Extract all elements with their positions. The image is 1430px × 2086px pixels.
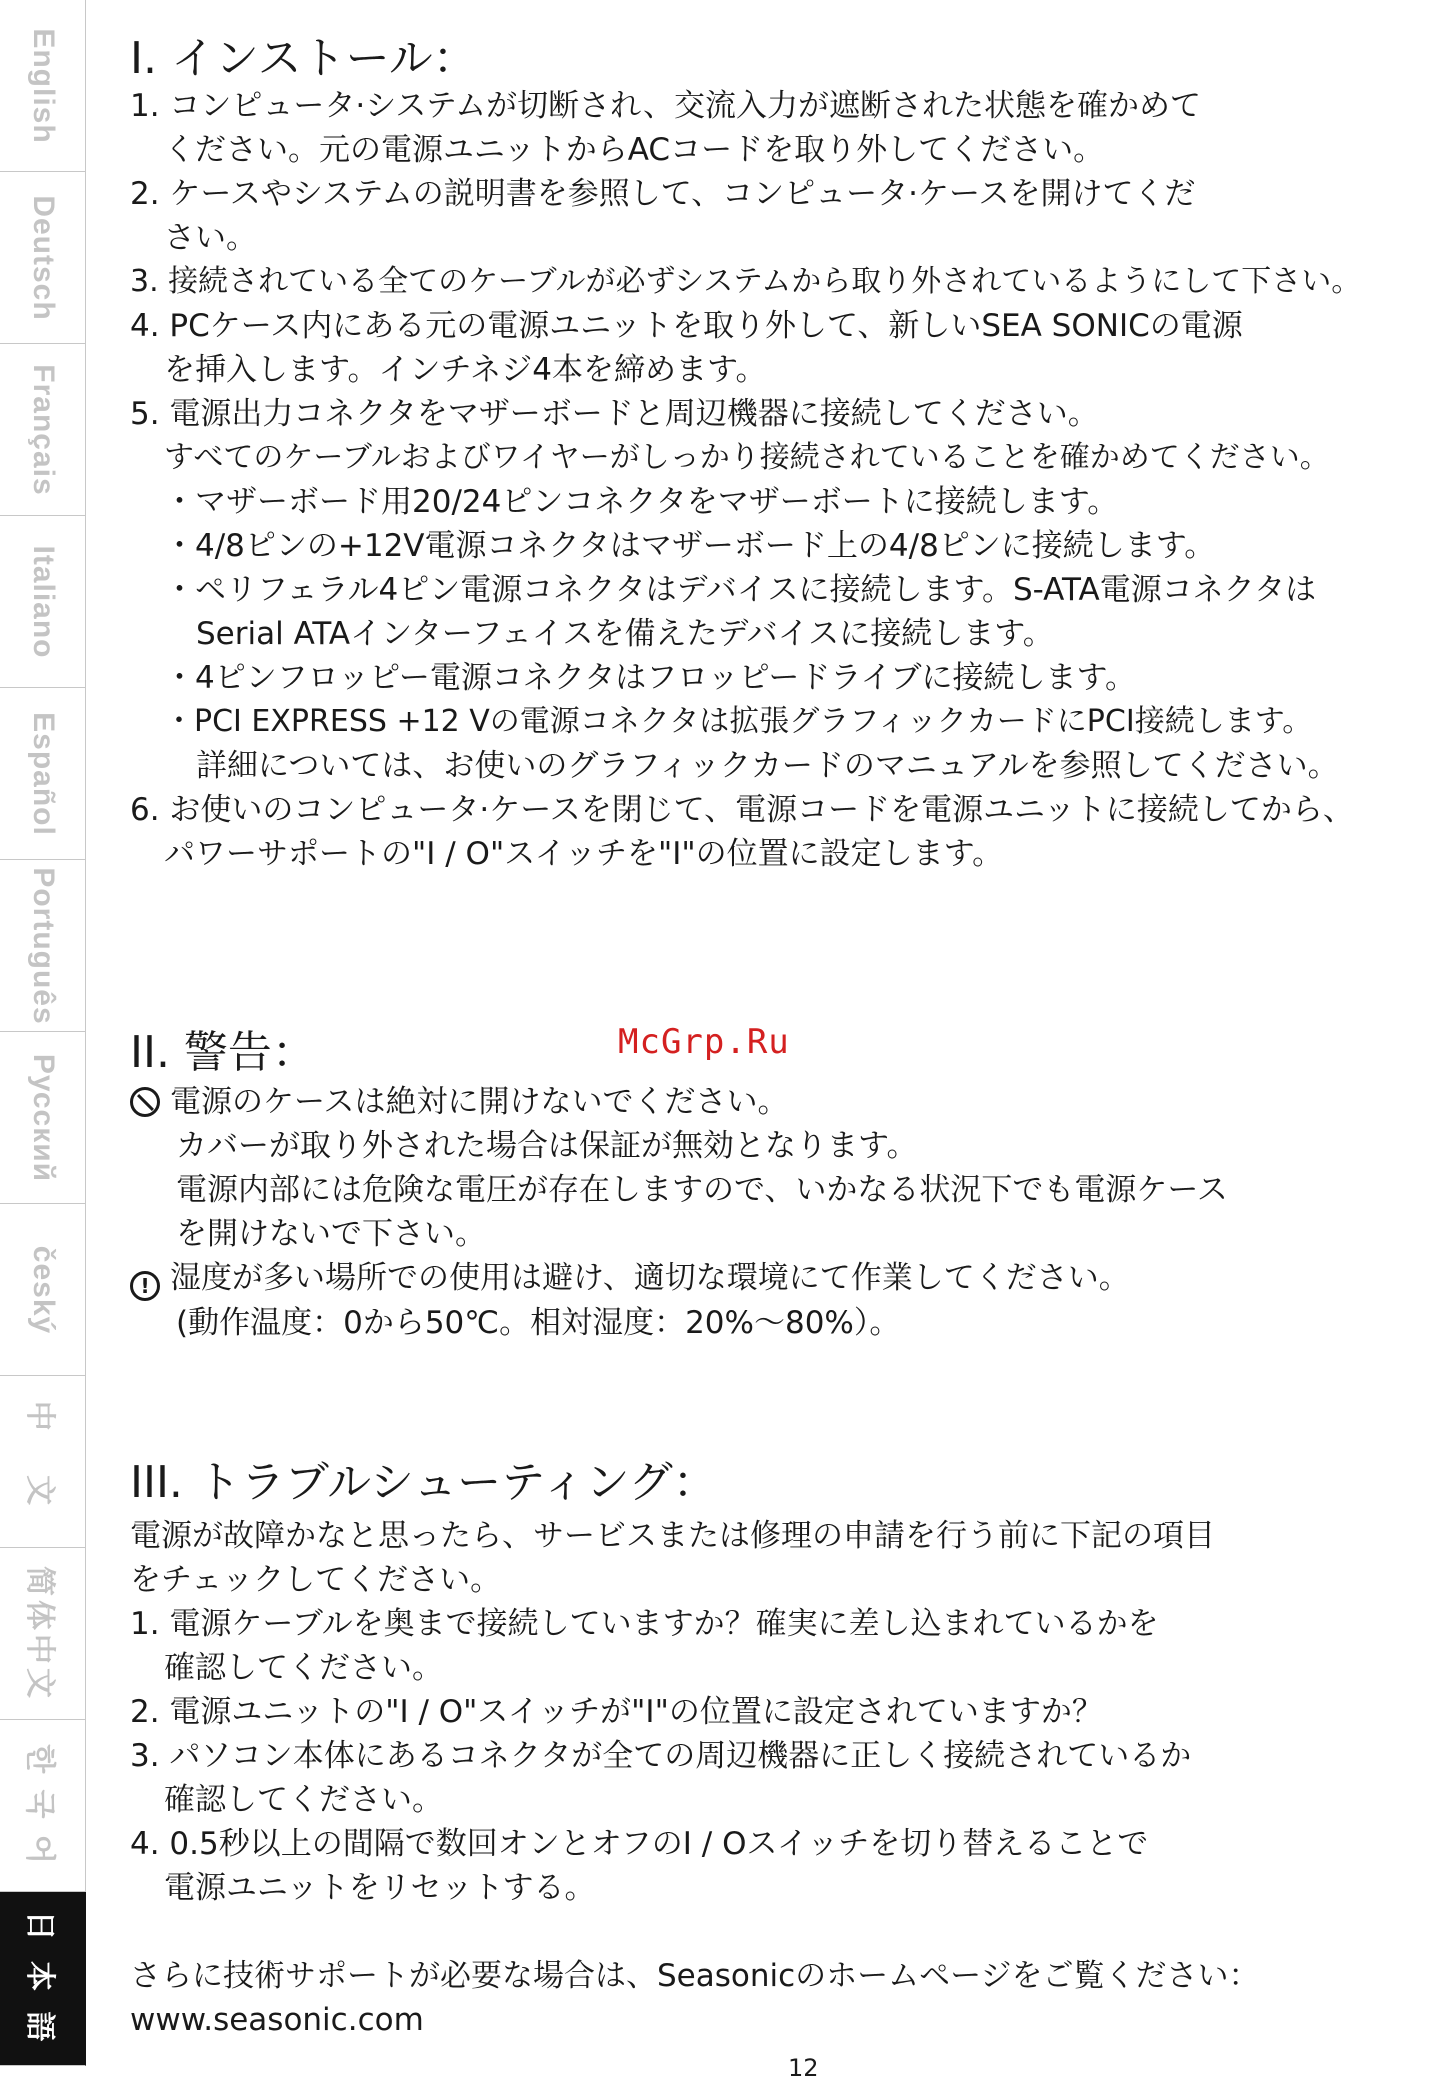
tab-chinese-simplified[interactable] bbox=[0, 1548, 86, 1720]
warning-text bbox=[130, 1080, 1228, 1345]
text-line: 1. コンピュータ·システムが切断され、交流入力が遮断された状態を確かめて bbox=[130, 88, 1202, 124]
text-line: 電源ユニットをリセットする。 bbox=[164, 1870, 596, 1906]
text-line bbox=[130, 1256, 1228, 1301]
text-line: をチェックしてください。 bbox=[130, 1562, 502, 1598]
text-line: 2. ケースやシステムの説明書を参照して、コンピュータ·ケースを開けてくだ bbox=[130, 176, 1196, 212]
text-line bbox=[130, 1080, 1228, 1124]
text-line: 2. 電源ユニットの"I / O"スイッチが"I"の位置に設定されていますか？ bbox=[130, 1694, 1103, 1730]
tab-label: Italiano bbox=[26, 544, 60, 659]
text-line: 6. お使いのコンピュータ·ケースを閉じて、電源コードを電源ユニットに接続してから、 bbox=[130, 792, 1354, 828]
language-sidebar bbox=[0, 0, 86, 2066]
tab-label: Deutsch bbox=[26, 194, 60, 321]
tab-label: Português bbox=[26, 866, 60, 1025]
text-line: 1. 電源ケーブルを奥まで接続していますか？確実に差し込まれているかを bbox=[130, 1606, 1159, 1642]
section-heading-troubleshooting: III. トラブルシューティング： bbox=[130, 1457, 717, 1508]
troubleshooting-text bbox=[130, 1514, 1215, 1910]
tab-label: Русский bbox=[26, 1053, 60, 1182]
install-instructions bbox=[130, 84, 1361, 876]
text-line: 3. 接続されている全てのケーブルが必ずシステムから取り外されているようにして下さい。 bbox=[130, 264, 1362, 299]
text-line: 確認してください。 bbox=[164, 1782, 443, 1818]
text-line: 電源内部には危険な電圧が存在しますので、いかなる状況下でも電源ケース bbox=[176, 1172, 1228, 1208]
text-line: 電源のケースは絶対に開けないでください。 bbox=[170, 1084, 789, 1120]
tab-label: 日 本 語 bbox=[22, 1910, 56, 2047]
tab-francais[interactable] bbox=[0, 344, 86, 516]
text-line: Serial ATAインターフェイスを備えたデバイスに接続します。 bbox=[196, 616, 1054, 652]
page-number: 12 bbox=[788, 2054, 819, 2082]
text-line: 4. PCケース内にある元の電源ユニットを取り外して、新しいSEA SONICの電源 bbox=[130, 308, 1243, 344]
tab-italiano[interactable] bbox=[0, 516, 86, 688]
tab-japanese[interactable] bbox=[0, 1892, 86, 2066]
bullet-item: ・ペリフェラル4ピン電源コネクタはデバイスに接続します。S-ATA電源コネクタは bbox=[164, 572, 1317, 608]
support-text: さらに技術サポートが必要な場合は、Seasonicのホームページをご覧ください： bbox=[130, 1958, 1260, 1994]
support-info bbox=[130, 1954, 1260, 2042]
text-line: パワーサポートの"I / O"スイッチを"I"の位置に設定します。 bbox=[164, 836, 1004, 872]
text-line: 5. 電源出力コネクタをマザーボードと周辺機器に接続してください。 bbox=[130, 396, 1099, 432]
bullet-item: ・マザーボード用20/24ピンコネクタをマザーボートに接続します。 bbox=[164, 484, 1119, 520]
tab-label: 한 국 어 bbox=[22, 1743, 56, 1868]
section-heading-warning: II. 警告： bbox=[130, 1027, 316, 1078]
bullet-item: ・PCI EXPRESS +12 Vの電源コネクタは拡張グラフィックカードにPCI接続します。 bbox=[164, 704, 1313, 739]
text-line: を挿入します。インチネジ4本を締めます。 bbox=[164, 352, 767, 388]
tab-czech[interactable] bbox=[0, 1204, 86, 1376]
text-line: さい。 bbox=[164, 220, 257, 256]
tab-russian[interactable] bbox=[0, 1032, 86, 1204]
bullet-item: ・4/8ピンの+12V電源コネクタはマザーボード上の4/8ピンに接続します。 bbox=[164, 528, 1216, 564]
tab-portugues[interactable] bbox=[0, 860, 86, 1032]
bullet-item: ・4ピンフロッピー電源コネクタはフロッピードライブに接続します。 bbox=[164, 660, 1137, 696]
text-line: 3. パソコン本体にあるコネクタが全ての周辺機器に正しく接続されているか bbox=[130, 1738, 1192, 1774]
text-line: 詳細については、お使いのグラフィックカードのマニュアルを参照してください。 bbox=[196, 748, 1339, 784]
tab-deutsch[interactable] bbox=[0, 172, 86, 344]
tab-english[interactable] bbox=[0, 0, 86, 172]
tab-korean[interactable] bbox=[0, 1720, 86, 1892]
tab-espanol[interactable] bbox=[0, 688, 86, 860]
text-line: すべてのケーブルおよびワイヤーがしっかり接続されていることを確かめてください。 bbox=[164, 440, 1330, 475]
watermark: McGrp.Ru bbox=[618, 1022, 790, 1062]
tab-label: Français bbox=[26, 363, 60, 496]
tab-label: Español bbox=[26, 711, 60, 836]
prohibited-icon bbox=[130, 1087, 160, 1117]
section-heading-install: I. インストール： bbox=[130, 33, 477, 84]
text-line: 湿度が多い場所での使用は避け、適切な環境にて作業してください。 bbox=[170, 1260, 1130, 1296]
tab-label: český bbox=[26, 1245, 60, 1334]
text-line: 確認してください。 bbox=[164, 1650, 443, 1686]
text-line: ください。元の電源ユニットからACコードを取り外してください。 bbox=[164, 132, 1105, 168]
caution-icon: ! bbox=[130, 1271, 160, 1301]
text-line: (動作温度：0から50℃。相対湿度：20%～80%）。 bbox=[176, 1305, 901, 1341]
support-url-link[interactable]: www.seasonic.com bbox=[130, 2002, 424, 2038]
tab-label: English bbox=[26, 27, 60, 144]
tab-label: 简体中文 bbox=[22, 1565, 56, 1702]
text-line: カバーが取り外された場合は保証が無効となります。 bbox=[176, 1128, 918, 1164]
text-line: を開けないで下さい。 bbox=[176, 1216, 486, 1252]
tab-chinese-traditional[interactable] bbox=[0, 1376, 86, 1548]
text-line: 4. 0.5秒以上の間隔で数回オンとオフのI / Oスイッチを切り替えることで bbox=[130, 1826, 1149, 1862]
text-line: 電源が故障かなと思ったら、サービスまたは修理の申請を行う前に下記の項目 bbox=[130, 1518, 1215, 1554]
tab-label: 中 文 bbox=[22, 1400, 56, 1523]
